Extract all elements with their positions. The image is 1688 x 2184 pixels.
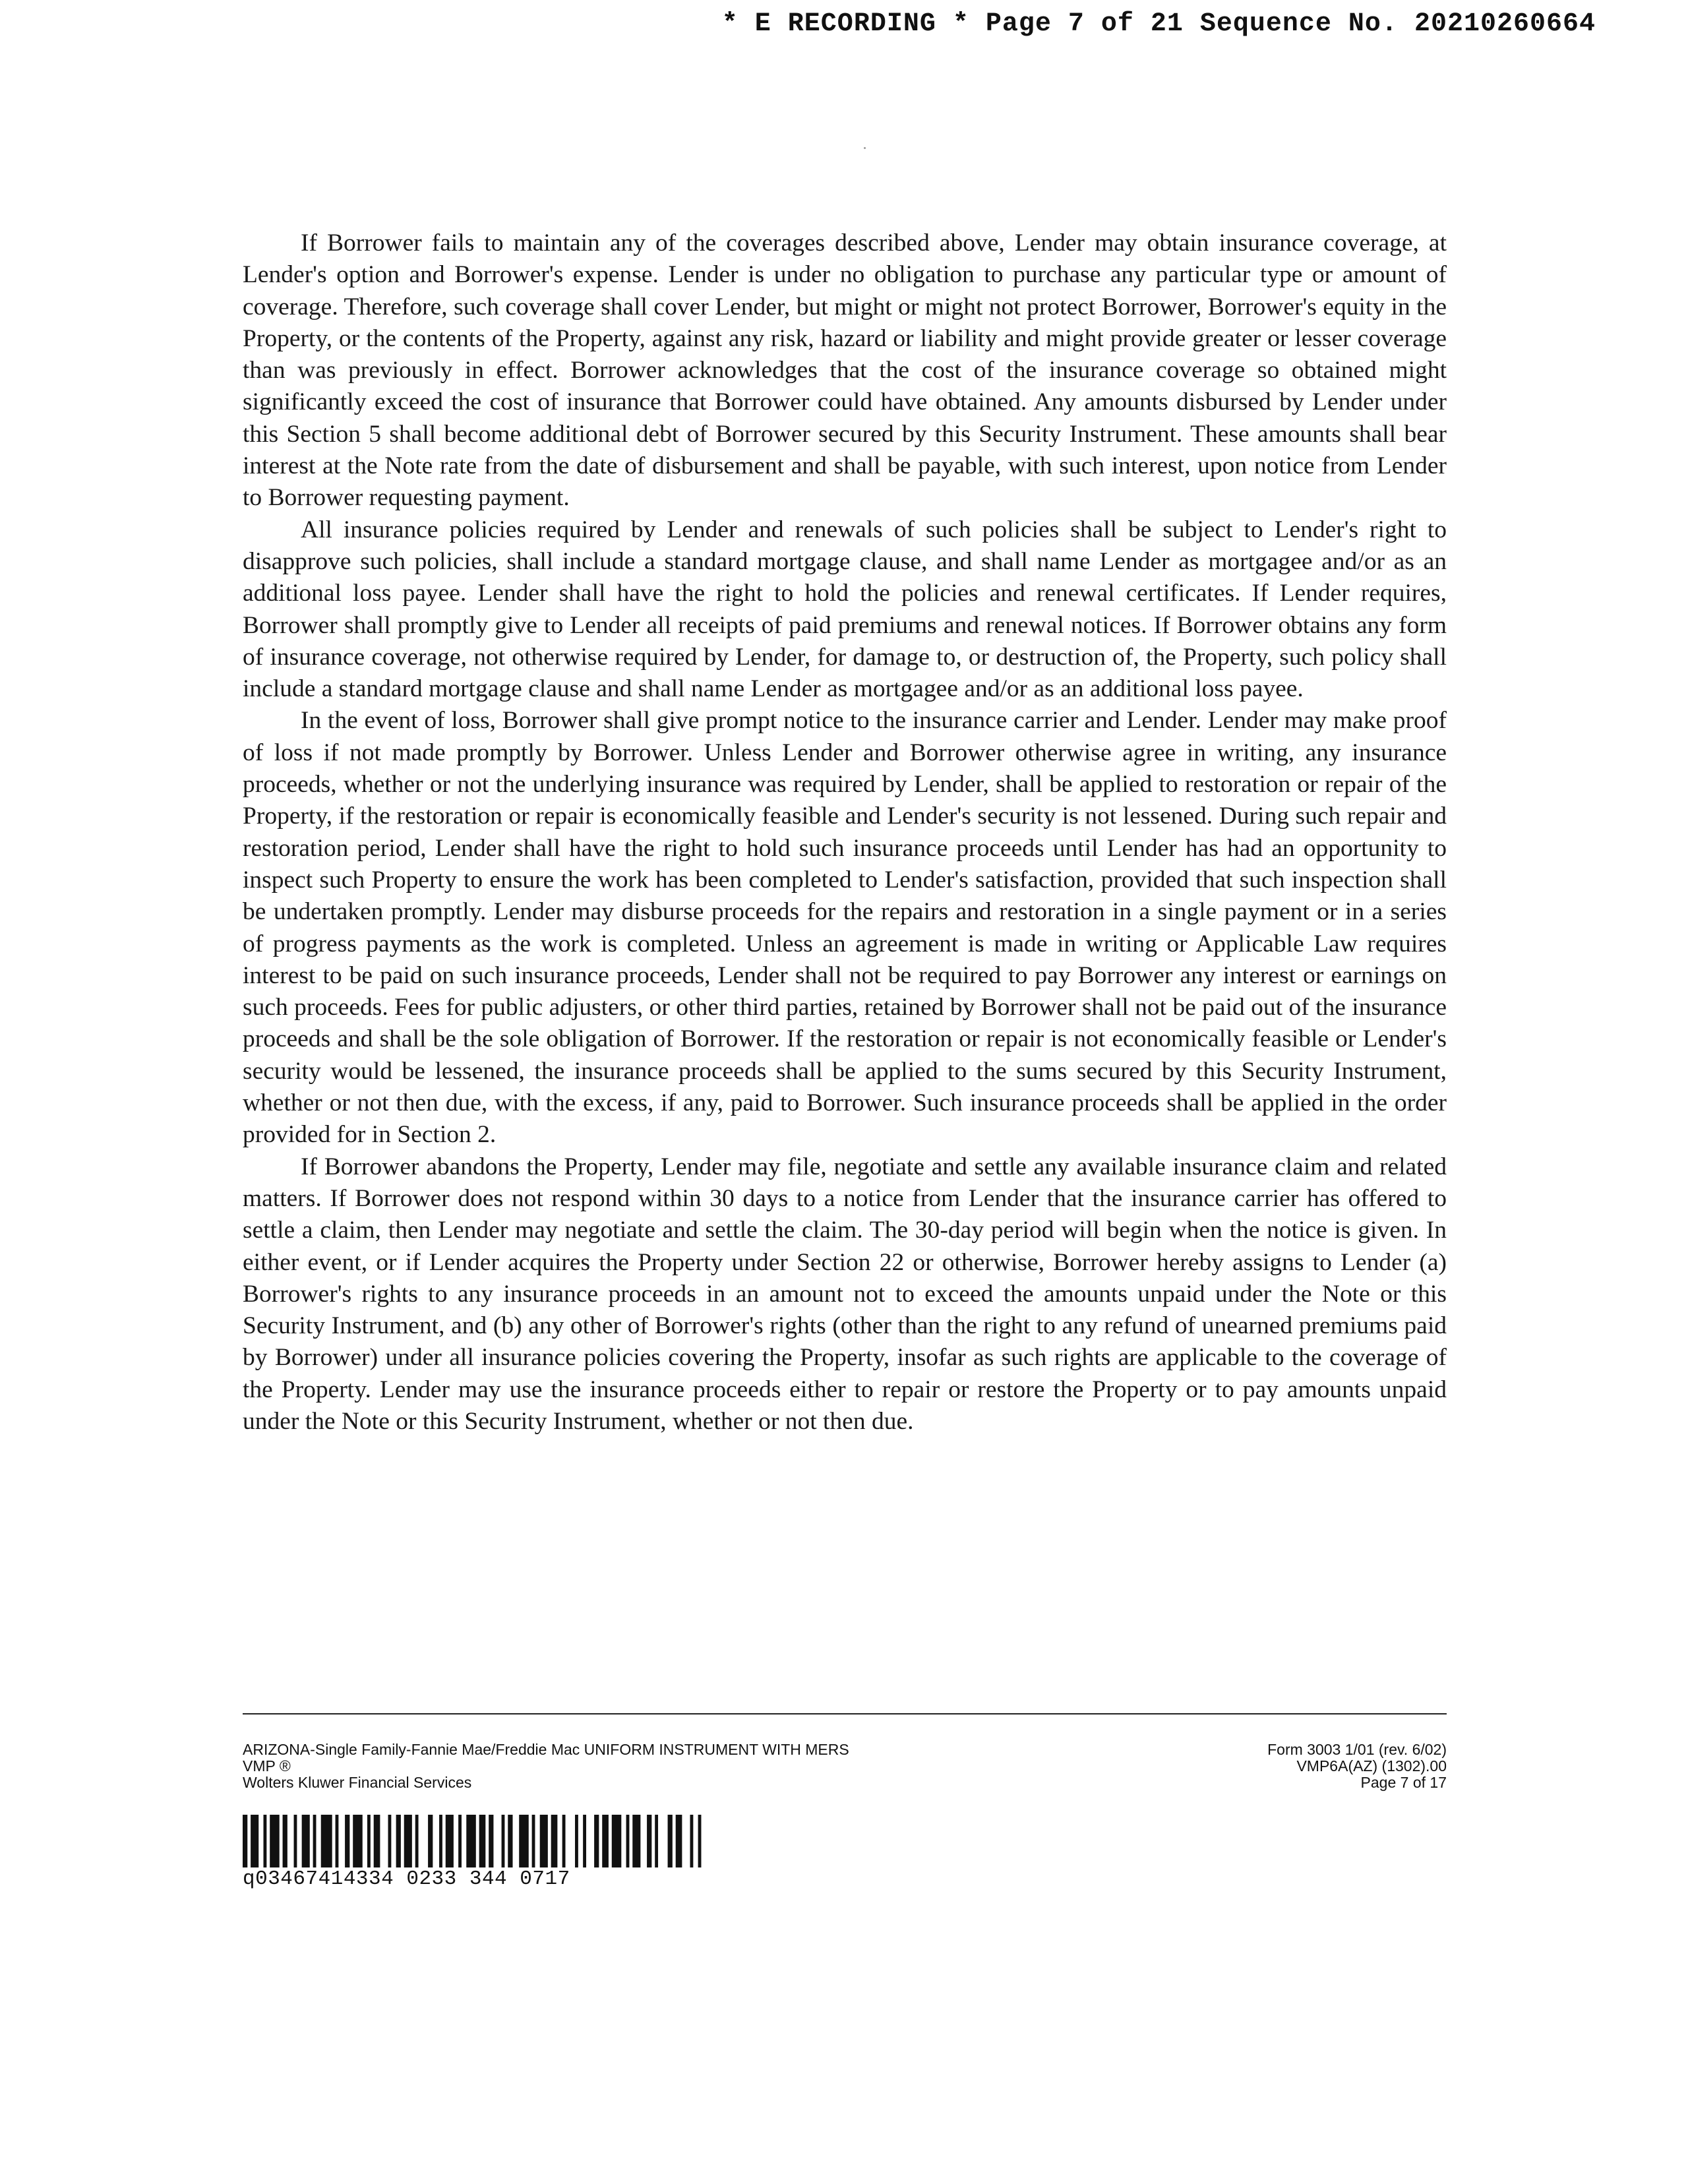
footer-vmp-code: VMP6A(AZ) (1302).00 (1296, 1757, 1447, 1774)
footer-form-code: Form 3003 1/01 (rev. 6/02) (1267, 1741, 1447, 1758)
footer-form-number (1108, 1742, 1447, 1791)
paragraph-lender-coverage: If Borrower fails to maintain any of the coverages described above, Lender may obtain insurance coverage, at Lender's option and Borrower's expense. Lender is under no obligation to purchase any particular type or amount of coverage. Therefore, such coverage shall cover Lender, but might or might not protect Borrower, Borrower's equity in the Property, or the contents of the Property, against any risk, hazard or liability and might provide greater or lesser coverage than was previously in effect. Borrower acknowledges that the cost of the insurance coverage so obtained might significantly exceed the cost of insurance that Borrower could have obtained. Any amounts disbursed by Lender under this Section 5 shall become additional debt of Borrower secured by this Security Instrument. These amounts shall bear interest at the Note rate from the date of disbursement and shall be payable, with such interest, upon notice from Lender to Borrower requesting payment. (243, 229, 1447, 512)
paragraph-event-of-loss: In the event of loss, Borrower shall give prompt notice to the insurance carrier and Lender. Lender may make proof of loss if not made promptly by Borrower. Unless Lender and Borrower otherwise agree in writing, any insurance proceeds, whether or not the underlying insurance was required by Lender, shall be applied to restoration or repair of the Property, if the restoration or repair is economically feasible and Lender's security is not lessened. During such repair and restoration period, Lender shall have the right to hold such insurance proceeds until Lender has had an opportunity to inspect such Property to ensure the work has been completed to Lender's satisfaction, provided that such inspection shall be undertaken promptly. Lender may disburse proceeds for the repairs and restoration in a single payment or in a series of progress payments as the work is completed. Unless an agreement is made in writing or Applicable Law requires interest to be paid on such insurance proceeds, Lender shall not be required to pay Borrower any interest or earnings on such proceeds. Fees for public adjusters, or other third parties, retained by Borrower shall not be paid out of the insurance proceeds and shall be the sole obligation of Borrower. If the restoration or repair is not economically feasible or Lender's security would be lessened, the insurance proceeds shall be applied to the sums secured by this Security Instrument, whether or not then due, with the excess, if any, paid to Borrower. Such insurance proceeds shall be applied in the order provided for in Section 2. (243, 707, 1447, 1149)
footer-page-number: Page 7 of 17 (1360, 1774, 1447, 1791)
footer-divider (243, 1713, 1447, 1714)
footer-publisher: Wolters Kluwer Financial Services (243, 1774, 472, 1791)
footer-form-info (243, 1742, 1034, 1791)
paragraph-abandonment: If Borrower abandons the Property, Lender may file, negotiate and settle any available insurance claim and related matters. If Borrower does not respond within 30 days to a notice from Lender that the insurance carrier has offered to settle a claim, then Lender may negotiate and settle the claim. The 30-day period will begin when the notice is given. In either event, or if Lender acquires the Property under Section 22 or otherwise, Borrower hereby assigns to Lender (a) Borrower's rights to any insurance proceeds in an amount not to exceed the amounts unpaid under the Note or this Security Instrument, and (b) any other of Borrower's rights (other than the right to any refund of unearned premiums paid by Borrower) under all insurance policies covering the Property, insofar as such rights are applicable to the coverage of the Property. Lender may use the insurance proceeds either to repair or restore the Property or to pay amounts unpaid under the Note or this Security Instrument, whether or not then due. (243, 1153, 1447, 1435)
scan-speck (864, 147, 866, 149)
paragraph-insurance-policies: All insurance policies required by Lender and renewals of such policies shall be subject to Lender's right to disapprove such policies, shall include a standard mortgage clause, and shall name Lender as mortgagee and/or as an additional loss payee. Lender shall have the right to hold the policies and renewal certificates. If Lender requires, Borrower shall promptly give to Lender all receipts of paid premiums and renewal notices. If Borrower obtains any form of insurance coverage, not otherwise required by Lender, for damage to, or destruction of, the Property, such policy shall include a standard mortgage clause and shall name Lender as mortgagee and/or as an additional loss payee. (243, 516, 1447, 703)
barcode-number: q03467414334 0233 344 0717 (243, 1867, 570, 1891)
document-body (243, 228, 1447, 1438)
barcode-icon (243, 1815, 711, 1867)
footer-instrument-title: ARIZONA-Single Family-Fannie Mae/Freddie Mac UNIFORM INSTRUMENT WITH MERS (243, 1741, 849, 1758)
footer-vmp: VMP ® (243, 1757, 291, 1774)
recording-header: * E RECORDING * Page 7 of 21 Sequence No. 20210260664 (721, 9, 1596, 39)
